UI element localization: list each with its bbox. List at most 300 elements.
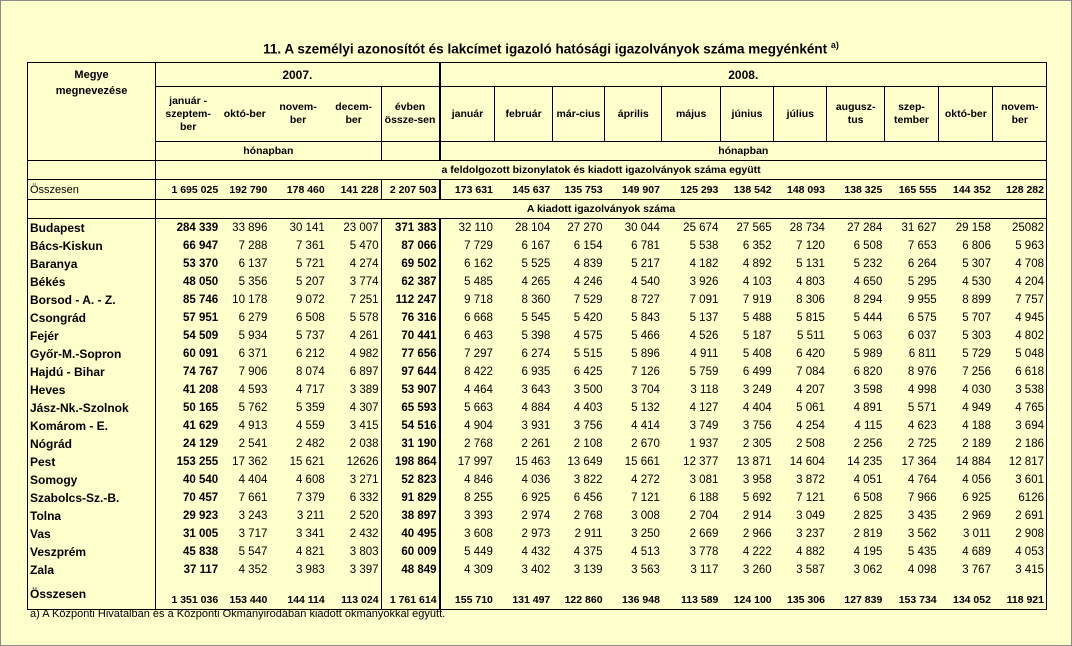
value-cell: 40 540 bbox=[182, 474, 219, 486]
value-cell: 6 274 bbox=[521, 348, 551, 360]
value-cell: 127 839 bbox=[827, 579, 884, 610]
value-cell: 138 325 bbox=[827, 180, 884, 200]
value-cell: 8 976 bbox=[907, 366, 937, 378]
table-row bbox=[28, 309, 1047, 327]
total-row-top bbox=[28, 180, 1047, 200]
value-cell: 6 154 bbox=[573, 240, 603, 252]
value-cell: 3 008 bbox=[631, 510, 660, 522]
value-cell: 60 009 bbox=[381, 543, 439, 561]
value-cell: 5 420 bbox=[573, 312, 603, 324]
value-cell: 138 542 bbox=[720, 180, 773, 200]
value-cell: 4 913 bbox=[238, 420, 268, 432]
value-cell: 4 803 bbox=[796, 276, 825, 288]
value-cell: 15 621 bbox=[289, 456, 325, 468]
value-cell: 14 235 bbox=[847, 456, 883, 468]
value-cell: 2 038 bbox=[349, 438, 379, 450]
value-cell: 7 729 bbox=[440, 237, 495, 255]
county-name: Tolna bbox=[28, 507, 156, 525]
value-cell: 5 444 bbox=[853, 312, 883, 324]
value-cell: 4 222 bbox=[742, 546, 772, 558]
value-cell: 5 217 bbox=[631, 258, 660, 270]
value-cell: 2 207 503 bbox=[381, 180, 439, 200]
value-cell: 6 279 bbox=[238, 312, 268, 324]
value-cell: 10 178 bbox=[232, 294, 268, 306]
value-cell: 23 007 bbox=[327, 219, 381, 238]
month-header-2008: augusz-tus bbox=[827, 87, 884, 142]
value-cell: 31 005 bbox=[182, 528, 219, 540]
value-cell: 4 272 bbox=[631, 474, 660, 486]
month-header-2008: június bbox=[720, 87, 773, 142]
month-header-2007: novem-ber bbox=[269, 87, 326, 142]
county-header bbox=[28, 63, 156, 161]
value-cell: 6 508 bbox=[853, 240, 883, 252]
value-cell: 4 051 bbox=[853, 474, 883, 486]
value-cell: 6 618 bbox=[993, 363, 1047, 381]
value-cell: 2 108 bbox=[573, 438, 603, 450]
value-cell: 4 540 bbox=[631, 276, 660, 288]
value-cell: 7 251 bbox=[349, 294, 379, 306]
value-cell: 4 261 bbox=[349, 330, 379, 342]
value-cell: 2 432 bbox=[349, 528, 379, 540]
value-cell: 7 120 bbox=[796, 240, 825, 252]
value-cell: 4 036 bbox=[521, 474, 551, 486]
value-cell: 3 749 bbox=[689, 420, 719, 432]
value-cell: 30 141 bbox=[269, 219, 326, 238]
value-cell: 77 656 bbox=[381, 345, 439, 363]
value-cell: 128 282 bbox=[993, 180, 1047, 200]
value-cell: 5 466 bbox=[631, 330, 660, 342]
value-cell: 41 629 bbox=[182, 420, 219, 432]
value-cell: 5 843 bbox=[631, 312, 660, 324]
value-cell: 4 098 bbox=[907, 564, 937, 576]
value-cell: 5 449 bbox=[440, 543, 495, 561]
value-cell: 38 897 bbox=[381, 507, 439, 525]
value-cell: 136 948 bbox=[605, 579, 662, 610]
value-cell: 6 811 bbox=[908, 348, 937, 360]
month-header-2008: szep-tember bbox=[884, 87, 938, 142]
value-cell: 6 188 bbox=[689, 492, 719, 504]
value-cell: 4 182 bbox=[689, 258, 719, 270]
value-cell: 3 435 bbox=[907, 510, 937, 522]
value-cell: 9 955 bbox=[907, 294, 937, 306]
value-cell: 3 587 bbox=[796, 564, 825, 576]
value-cell: 3 049 bbox=[796, 510, 825, 522]
table-row bbox=[28, 219, 1047, 238]
value-cell: 7 361 bbox=[295, 240, 325, 252]
value-cell: 2 819 bbox=[853, 528, 883, 540]
table-row bbox=[28, 363, 1047, 381]
value-cell: 3 563 bbox=[631, 564, 660, 576]
value-cell: 4 127 bbox=[689, 402, 719, 414]
county-name: Budapest bbox=[28, 219, 156, 238]
value-cell: 91 829 bbox=[381, 489, 439, 507]
value-cell: 2 704 bbox=[689, 510, 719, 522]
value-cell: 8 422 bbox=[440, 363, 495, 381]
value-cell: 14 884 bbox=[955, 456, 991, 468]
value-cell: 5 963 bbox=[993, 237, 1047, 255]
value-cell: 6 425 bbox=[573, 366, 603, 378]
value-cell: 3 598 bbox=[853, 384, 883, 396]
value-cell: 4 375 bbox=[573, 546, 603, 558]
value-cell: 69 502 bbox=[381, 255, 439, 273]
value-cell: 31 627 bbox=[884, 219, 938, 238]
value-cell: 5 187 bbox=[742, 330, 772, 342]
value-cell: 5 295 bbox=[907, 276, 937, 288]
value-cell: 13 649 bbox=[567, 456, 603, 468]
value-cell: 3 271 bbox=[349, 474, 379, 486]
value-cell: 60 091 bbox=[182, 348, 219, 360]
value-cell: 7 906 bbox=[238, 366, 268, 378]
county-name: Pest bbox=[28, 453, 156, 471]
value-cell: 141 228 bbox=[327, 180, 381, 200]
table-row bbox=[28, 417, 1047, 435]
value-cell: 4 904 bbox=[440, 417, 495, 435]
value-cell: 5 137 bbox=[689, 312, 719, 324]
month-header-2008: július bbox=[774, 87, 827, 142]
value-cell: 4 526 bbox=[689, 330, 719, 342]
value-cell: 155 710 bbox=[440, 579, 495, 610]
value-cell: 6 420 bbox=[796, 348, 825, 360]
value-cell: 5 547 bbox=[238, 546, 268, 558]
month-header-2007: októ-ber bbox=[220, 87, 269, 142]
table-row bbox=[28, 345, 1047, 363]
value-cell: 4 404 bbox=[742, 402, 772, 414]
honapban-2008: hónapban bbox=[440, 142, 1047, 161]
value-cell: 5 061 bbox=[796, 402, 825, 414]
value-cell: 2 520 bbox=[349, 510, 379, 522]
value-cell: 3 803 bbox=[349, 546, 379, 558]
combined-label: a feldolgozott bizonylatok és kiadott igazolványok száma együtt bbox=[156, 161, 1047, 180]
value-cell: 3 822 bbox=[573, 474, 603, 486]
value-cell: 3 643 bbox=[521, 384, 551, 396]
value-cell: 3 117 bbox=[690, 564, 719, 576]
value-cell: 7 379 bbox=[295, 492, 325, 504]
value-cell: 3 778 bbox=[689, 546, 719, 558]
month-header-2008: május bbox=[662, 87, 720, 142]
value-cell: 2 768 bbox=[440, 435, 495, 453]
value-cell: 4 802 bbox=[993, 327, 1047, 345]
data-table bbox=[27, 62, 1047, 610]
value-cell: 118 921 bbox=[993, 579, 1047, 610]
value-cell: 5 762 bbox=[238, 402, 268, 414]
value-cell: 1 937 bbox=[689, 438, 719, 450]
value-cell: 32 110 bbox=[440, 219, 495, 238]
value-cell: 2 482 bbox=[295, 438, 325, 450]
value-cell: 7 297 bbox=[440, 345, 495, 363]
value-cell: 48 849 bbox=[381, 561, 439, 579]
table-row bbox=[28, 561, 1047, 579]
county-name: Összesen bbox=[28, 180, 156, 200]
value-cell: 17 997 bbox=[440, 453, 495, 471]
value-cell: 3 958 bbox=[742, 474, 772, 486]
value-cell: 4 982 bbox=[349, 348, 379, 360]
value-cell: 15 463 bbox=[515, 456, 551, 468]
value-cell: 31 190 bbox=[381, 435, 439, 453]
value-cell: 4 998 bbox=[907, 384, 937, 396]
value-cell: 5 511 bbox=[797, 330, 825, 342]
value-cell: 7 757 bbox=[993, 291, 1047, 309]
value-cell: 6 264 bbox=[907, 258, 937, 270]
table-row bbox=[28, 381, 1047, 399]
value-cell: 3 011 bbox=[963, 528, 991, 540]
value-cell: 5 408 bbox=[742, 348, 772, 360]
value-cell: 4 650 bbox=[853, 276, 883, 288]
value-cell: 153 440 bbox=[220, 579, 269, 610]
value-cell: 1 695 025 bbox=[156, 180, 221, 200]
value-cell: 4 103 bbox=[742, 276, 772, 288]
value-cell: 3 756 bbox=[742, 420, 772, 432]
value-cell: 66 947 bbox=[182, 240, 219, 252]
value-cell: 4 945 bbox=[993, 309, 1047, 327]
value-cell: 30 044 bbox=[605, 219, 662, 238]
value-cell: 57 951 bbox=[182, 312, 219, 324]
value-cell: 6 456 bbox=[573, 492, 603, 504]
value-cell: 3 608 bbox=[440, 525, 495, 543]
value-cell: 2 189 bbox=[962, 438, 991, 450]
value-cell: 37 117 bbox=[183, 564, 219, 576]
value-cell: 13 871 bbox=[736, 456, 772, 468]
value-cell: 4 464 bbox=[440, 381, 495, 399]
value-cell: 4 689 bbox=[962, 546, 991, 558]
month-header-2008: októ-ber bbox=[939, 87, 993, 142]
county-name: Összesen bbox=[28, 579, 156, 610]
value-cell: 4 274 bbox=[349, 258, 379, 270]
value-cell: 87 066 bbox=[381, 237, 439, 255]
value-cell: 3 774 bbox=[349, 276, 379, 288]
value-cell: 2 973 bbox=[521, 528, 551, 540]
value-cell: 4 030 bbox=[962, 384, 991, 396]
value-cell: 50 165 bbox=[182, 402, 219, 414]
value-cell: 8 074 bbox=[295, 366, 325, 378]
value-cell: 7 126 bbox=[631, 366, 660, 378]
year-2008-header: 2008. bbox=[440, 63, 1047, 87]
value-cell: 3 250 bbox=[631, 528, 660, 540]
month-header-2008: novem-ber bbox=[993, 87, 1047, 142]
value-cell: 4 246 bbox=[573, 276, 603, 288]
total-row-bottom bbox=[28, 579, 1047, 610]
value-cell: 165 555 bbox=[884, 180, 938, 200]
value-cell: 25082 bbox=[993, 219, 1047, 238]
value-cell: 4 530 bbox=[962, 276, 991, 288]
value-cell: 2 825 bbox=[853, 510, 883, 522]
value-cell: 27 270 bbox=[552, 219, 604, 238]
value-cell: 2 966 bbox=[742, 528, 772, 540]
value-cell: 5 759 bbox=[689, 366, 719, 378]
county-name: Bács-Kiskun bbox=[28, 237, 156, 255]
county-name: Szabolcs-Sz.-B. bbox=[28, 489, 156, 507]
value-cell: 153 255 bbox=[176, 456, 219, 468]
value-cell: 131 497 bbox=[495, 579, 552, 610]
value-cell: 3 062 bbox=[853, 564, 883, 576]
value-cell: 2 908 bbox=[993, 525, 1047, 543]
value-cell: 6 781 bbox=[631, 240, 660, 252]
value-cell: 4 265 bbox=[521, 276, 551, 288]
value-cell: 2 305 bbox=[742, 438, 772, 450]
value-cell: 144 114 bbox=[269, 579, 326, 610]
value-cell: 4 403 bbox=[573, 402, 603, 414]
value-cell: 65 593 bbox=[381, 399, 439, 417]
value-cell: 5 398 bbox=[521, 330, 551, 342]
table-row bbox=[28, 327, 1047, 345]
value-cell: 3 983 bbox=[295, 564, 325, 576]
value-cell: 3 397 bbox=[349, 564, 379, 576]
value-cell: 2 768 bbox=[573, 510, 603, 522]
value-cell: 3 500 bbox=[573, 384, 603, 396]
value-cell: 5 989 bbox=[853, 348, 883, 360]
value-cell: 54 516 bbox=[381, 417, 439, 435]
value-cell: 4 513 bbox=[631, 546, 660, 558]
county-name: Fejér bbox=[28, 327, 156, 345]
value-cell: 6 897 bbox=[349, 366, 379, 378]
value-cell: 6 508 bbox=[295, 312, 325, 324]
value-cell: 5 232 bbox=[853, 258, 883, 270]
table-row bbox=[28, 237, 1047, 255]
value-cell: 6 575 bbox=[907, 312, 937, 324]
value-cell: 2 669 bbox=[689, 528, 719, 540]
county-name: Borsod - A. - Z. bbox=[28, 291, 156, 309]
table-row bbox=[28, 255, 1047, 273]
value-cell: 70 457 bbox=[182, 492, 219, 504]
value-cell: 3 926 bbox=[689, 276, 719, 288]
value-cell: 5 578 bbox=[349, 312, 379, 324]
value-cell: 97 644 bbox=[381, 363, 439, 381]
value-cell: 1 761 614 bbox=[381, 579, 439, 610]
value-cell: 2 725 bbox=[907, 438, 937, 450]
value-cell: 4 839 bbox=[573, 258, 603, 270]
value-cell: 3 415 bbox=[349, 420, 379, 432]
county-name: Csongrád bbox=[28, 309, 156, 327]
value-cell: 5 896 bbox=[631, 348, 660, 360]
value-cell: 125 293 bbox=[662, 180, 720, 200]
table-row bbox=[28, 471, 1047, 489]
table-row bbox=[28, 291, 1047, 309]
value-cell: 3 562 bbox=[907, 528, 937, 540]
value-cell: 7 529 bbox=[573, 294, 603, 306]
value-cell: 6 371 bbox=[238, 348, 268, 360]
value-cell: 14 604 bbox=[789, 456, 825, 468]
value-cell: 6 820 bbox=[853, 366, 883, 378]
honapban-2007: hónapban bbox=[156, 142, 381, 161]
value-cell: 2 508 bbox=[796, 438, 825, 450]
value-cell: 6 463 bbox=[440, 327, 495, 345]
value-cell: 29 158 bbox=[939, 219, 993, 238]
value-cell: 2 914 bbox=[742, 510, 772, 522]
value-cell: 3 249 bbox=[742, 384, 772, 396]
value-cell: 41 208 bbox=[182, 384, 219, 396]
table-row bbox=[28, 525, 1047, 543]
value-cell: 134 052 bbox=[939, 579, 993, 610]
value-cell: 2 691 bbox=[993, 507, 1047, 525]
value-cell: 4 949 bbox=[962, 402, 991, 414]
value-cell: 5 063 bbox=[853, 330, 883, 342]
table-row bbox=[28, 543, 1047, 561]
value-cell: 17 364 bbox=[901, 456, 937, 468]
table-row bbox=[28, 507, 1047, 525]
county-name: Hajdú - Bihar bbox=[28, 363, 156, 381]
value-cell: 6 137 bbox=[238, 258, 268, 270]
value-cell: 40 495 bbox=[381, 525, 439, 543]
value-cell: 6 499 bbox=[742, 366, 772, 378]
value-cell: 28 734 bbox=[774, 219, 827, 238]
value-cell: 3 402 bbox=[521, 564, 551, 576]
value-cell: 5 571 bbox=[907, 402, 937, 414]
value-cell: 9 718 bbox=[440, 291, 495, 309]
value-cell: 3 081 bbox=[689, 474, 719, 486]
value-cell: 5 307 bbox=[962, 258, 991, 270]
value-cell: 4 891 bbox=[853, 402, 883, 414]
value-cell: 3 415 bbox=[993, 561, 1047, 579]
value-cell: 7 084 bbox=[796, 366, 825, 378]
value-cell: 28 104 bbox=[495, 219, 552, 238]
value-cell: 371 383 bbox=[381, 219, 439, 238]
value-cell: 27 565 bbox=[720, 219, 773, 238]
value-cell: 5 048 bbox=[993, 345, 1047, 363]
value-cell: 5 663 bbox=[440, 399, 495, 417]
value-cell: 8 360 bbox=[521, 294, 551, 306]
value-cell: 7 966 bbox=[907, 492, 937, 504]
county-name: Somogy bbox=[28, 471, 156, 489]
value-cell: 4 404 bbox=[238, 474, 268, 486]
value-cell: 3 756 bbox=[573, 420, 603, 432]
value-cell: 4 056 bbox=[962, 474, 991, 486]
value-cell: 4 884 bbox=[521, 402, 551, 414]
value-cell: 6 925 bbox=[521, 492, 551, 504]
value-cell: 8 294 bbox=[853, 294, 883, 306]
value-cell: 5 131 bbox=[796, 258, 825, 270]
value-cell: 8 306 bbox=[796, 294, 825, 306]
value-cell: 24 129 bbox=[182, 438, 219, 450]
value-cell: 6 508 bbox=[853, 492, 883, 504]
value-cell: 2 541 bbox=[238, 438, 268, 450]
table-row bbox=[28, 399, 1047, 417]
value-cell: 173 631 bbox=[440, 180, 495, 200]
value-cell: 5 207 bbox=[295, 276, 325, 288]
value-cell: 8 727 bbox=[631, 294, 660, 306]
value-cell: 4 053 bbox=[993, 543, 1047, 561]
county-name: Vas bbox=[28, 525, 156, 543]
value-cell: 48 050 bbox=[182, 276, 219, 288]
value-cell: 4 309 bbox=[440, 561, 495, 579]
value-cell: 5 729 bbox=[962, 348, 991, 360]
value-cell: 4 204 bbox=[993, 273, 1047, 291]
value-cell: 4 708 bbox=[993, 255, 1047, 273]
value-cell: 3 694 bbox=[993, 417, 1047, 435]
value-cell: 6 935 bbox=[521, 366, 551, 378]
month-header-2008: január bbox=[440, 87, 495, 142]
value-cell: 5 515 bbox=[573, 348, 603, 360]
value-cell: 192 790 bbox=[220, 180, 269, 200]
value-cell: 4 307 bbox=[349, 402, 379, 414]
value-cell: 3 538 bbox=[993, 381, 1047, 399]
value-cell: 74 767 bbox=[182, 366, 219, 378]
month-header-2007: évben össze-sen bbox=[381, 87, 439, 142]
value-cell: 85 746 bbox=[182, 294, 219, 306]
month-header-2007: január - szeptem-ber bbox=[156, 87, 221, 142]
value-cell: 122 860 bbox=[552, 579, 604, 610]
value-cell: 7 256 bbox=[962, 366, 991, 378]
value-cell: 5 485 bbox=[440, 273, 495, 291]
value-cell: 149 907 bbox=[605, 180, 662, 200]
value-cell: 5 132 bbox=[631, 402, 660, 414]
table-row bbox=[28, 435, 1047, 453]
value-cell: 4 892 bbox=[742, 258, 772, 270]
value-cell: 7 288 bbox=[238, 240, 268, 252]
value-cell: 4 432 bbox=[521, 546, 551, 558]
value-cell: 3 341 bbox=[295, 528, 325, 540]
value-cell: 53 370 bbox=[182, 258, 219, 270]
value-cell: 5 707 bbox=[962, 312, 991, 324]
value-cell: 7 091 bbox=[689, 294, 719, 306]
